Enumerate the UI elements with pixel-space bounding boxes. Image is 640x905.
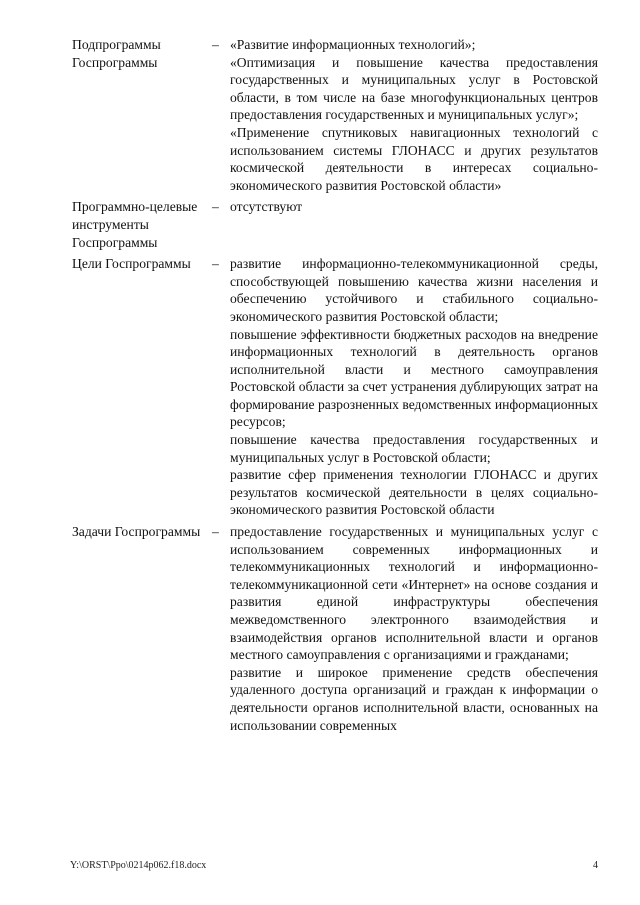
row-goals [72, 255, 598, 519]
row-label: Программно-целевые инструменты Госпрограммы [72, 199, 198, 250]
paragraph: повышение качества предоставления государственных и муниципальных услуг в Ростовской области; [230, 432, 598, 465]
paragraph: развитие информационно-телекоммуникационной среды, способствующей повышению качества жизни населения и обеспечению устойчивого и стабильного социально-экономического развития Ростовской области; [230, 256, 598, 324]
row-tasks [72, 523, 598, 734]
row-body [230, 198, 598, 216]
row-body [230, 36, 598, 194]
row-program-tools [72, 198, 598, 251]
row-label: Задачи Госпрограммы [72, 524, 201, 540]
page-number: 4 [593, 860, 598, 871]
row-label: Подпрограммы Госпрограммы [72, 37, 161, 70]
row-dash: – [212, 524, 219, 540]
row-label: Цели Госпрограммы [72, 256, 191, 272]
row-dash: – [212, 199, 219, 215]
paragraph: «Оптимизация и повышение качества предоставления государственных и муниципальных услуг в Ростовской области, в том числе на базе многофункциональных центров предоставления государственных и муниципальных услуг»; [230, 54, 598, 123]
paragraph: отсутствуют [230, 199, 303, 215]
row-dash: – [212, 37, 219, 52]
row-dash: – [212, 256, 219, 272]
row-subprograms [72, 36, 598, 194]
file-path: Y:\ORST\Ppo\0214p062.f18.docx [70, 860, 207, 871]
paragraph: предоставление государственных и муниципальных услуг с использованием современных информационных и телекоммуникационных технологий и информационно-телекоммуникационной сети «Интернет» на основе создания и развития единой инфраструктуры обеспечения межведомственного электронного взаимодействия и взаимодействия органов исполнительной власти и органов местного самоуправления с организациями и гражданами; [230, 524, 598, 663]
paragraph: развитие сфер применения технологии ГЛОНАСС и других результатов космической деятельности в целях социально-экономического развития Ростовской области [230, 467, 598, 518]
paragraph: повышение эффективности бюджетных расходов на внедрение информационных технологий в деятельность органов исполнительной власти и местного самоуправления Ростовской области за счет устранения дублирующих затрат на формирование разрозненных ведомственных информационных ресурсов; [230, 326, 598, 430]
row-body [230, 523, 598, 734]
passport-table [72, 36, 598, 738]
paragraph: развитие и широкое применение средств обеспечения удаленного доступа организаций и граждан к информации о деятельности органов исполнительной власти, основанных на использовании современных [230, 664, 598, 733]
row-body [230, 255, 598, 519]
paragraph: «Развитие информационных технологий»; [230, 37, 476, 52]
paragraph: «Применение спутниковых навигационных технологий с использованием системы ГЛОНАСС и других результатов космической деятельности в интересах социально-экономического развития Ростовской области» [230, 124, 598, 193]
